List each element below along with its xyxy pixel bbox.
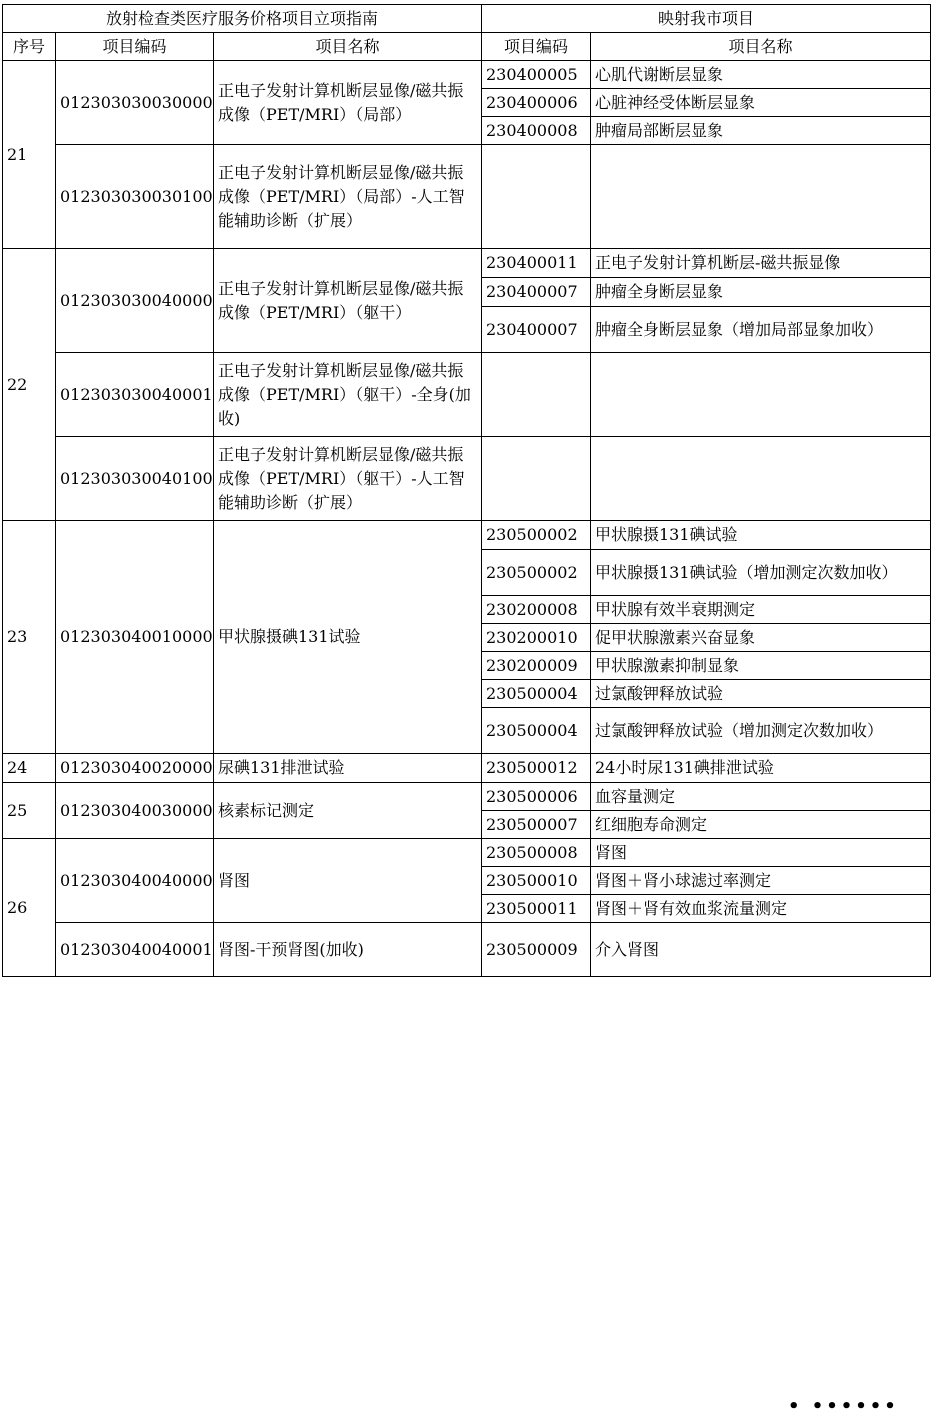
table-row — [3, 839, 931, 867]
table-row — [3, 145, 931, 249]
project-name-cell: 正电子发射计算机断层显像/磁共振成像（PET/MRI）（躯干） — [214, 249, 482, 353]
mapped-code-cell: 230500002 — [482, 550, 591, 596]
mapped-name-cell: 甲状腺摄131碘试验（增加测定次数加收） — [591, 550, 931, 596]
mapped-name-cell: 介入肾图 — [591, 923, 931, 977]
project-name-cell: 甲状腺摄碘131试验 — [214, 521, 482, 754]
mapped-name-cell: 肾图＋肾有效血浆流量测定 — [591, 895, 931, 923]
mapped-name-cell: 甲状腺有效半衰期测定 — [591, 596, 931, 624]
seq-cell: 24 — [3, 754, 56, 783]
column-header-name: 项目名称 — [214, 33, 482, 61]
project-name-cell: 正电子发射计算机断层显像/磁共振成像（PET/MRI）（局部）-人工智能辅助诊断（扩展） — [214, 145, 482, 249]
mapped-name-cell: 正电子发射计算机断层-磁共振显像 — [591, 249, 931, 278]
mapped-code-cell: 230400007 — [482, 278, 591, 307]
mapped-name-cell: 过氯酸钾释放试验 — [591, 680, 931, 708]
mapped-code-cell: 230500002 — [482, 521, 591, 550]
mapped-code-cell: 230400011 — [482, 249, 591, 278]
table-row — [3, 61, 931, 89]
project-code-cell: 012303040040000 — [56, 839, 214, 923]
mapped-code-cell — [482, 437, 591, 521]
mapped-code-cell: 230500009 — [482, 923, 591, 977]
table-row — [3, 353, 931, 437]
column-header-mapped-name: 项目名称 — [591, 33, 931, 61]
mapped-code-cell: 230400008 — [482, 117, 591, 145]
project-code-cell: 012303040020000 — [56, 754, 214, 783]
table-row — [3, 754, 931, 783]
mapped-name-cell: 甲状腺激素抑制显象 — [591, 652, 931, 680]
mapped-name-cell: 过氯酸钾释放试验（增加测定次数加收） — [591, 708, 931, 754]
project-code-cell: 012303030030000 — [56, 61, 214, 145]
mapped-code-cell: 230500010 — [482, 867, 591, 895]
mapped-name-cell: 肿瘤全身断层显象 — [591, 278, 931, 307]
mapped-name-cell: 肿瘤全身断层显象（增加局部显象加收） — [591, 307, 931, 353]
mapped-code-cell: 230500012 — [482, 754, 591, 783]
seq-cell: 21 — [3, 61, 56, 249]
mapped-code-cell: 230200010 — [482, 624, 591, 652]
seq-cell: 26 — [3, 839, 56, 977]
mapped-code-cell: 230500008 — [482, 839, 591, 867]
table-body — [3, 61, 931, 977]
header-city-group: 映射我市项目 — [482, 5, 931, 33]
mapped-name-cell: 肾图 — [591, 839, 931, 867]
mapped-name-cell: 甲状腺摄131碘试验 — [591, 521, 931, 550]
mapped-code-cell: 230400005 — [482, 61, 591, 89]
mapped-code-cell: 230500006 — [482, 783, 591, 811]
mapped-code-cell: 230200009 — [482, 652, 591, 680]
project-name-cell: 肾图-干预肾图(加收) — [214, 923, 482, 977]
mapped-name-cell: 心肌代谢断层显象 — [591, 61, 931, 89]
mapped-name-cell: 24小时尿131碘排泄试验 — [591, 754, 931, 783]
table-row — [3, 249, 931, 278]
header-guide-group: 放射检查类医疗服务价格项目立项指南 — [3, 5, 482, 33]
project-name-cell: 肾图 — [214, 839, 482, 923]
mapped-name-cell — [591, 437, 931, 521]
mapped-name-cell: 心脏神经受体断层显象 — [591, 89, 931, 117]
table-row — [3, 783, 931, 811]
mapped-name-cell: 促甲状腺激素兴奋显象 — [591, 624, 931, 652]
project-code-cell: 012303040040001 — [56, 923, 214, 977]
mapped-code-cell — [482, 145, 591, 249]
column-header-mapped-code: 项目编码 — [482, 33, 591, 61]
mapped-name-cell — [591, 353, 931, 437]
mapped-name-cell: 血容量测定 — [591, 783, 931, 811]
mapped-name-cell: 肿瘤局部断层显象 — [591, 117, 931, 145]
project-code-cell: 012303030040000 — [56, 249, 214, 353]
mapped-code-cell: 230200008 — [482, 596, 591, 624]
table-row — [3, 521, 931, 550]
mapped-code-cell: 230500011 — [482, 895, 591, 923]
project-code-cell: 012303030040001 — [56, 353, 214, 437]
project-code-cell: 012303040010000 — [56, 521, 214, 754]
mapped-code-cell: 230500004 — [482, 708, 591, 754]
mapped-code-cell — [482, 353, 591, 437]
project-name-cell: 正电子发射计算机断层显像/磁共振成像（PET/MRI）（躯干）-人工智能辅助诊断（扩展） — [214, 437, 482, 521]
page-continuation-dots: • •••••• — [788, 1396, 899, 1417]
project-code-cell: 012303030040100 — [56, 437, 214, 521]
column-header-code: 项目编码 — [56, 33, 214, 61]
table-row — [3, 437, 931, 521]
mapped-code-cell: 230400007 — [482, 307, 591, 353]
project-name-cell: 正电子发射计算机断层显像/磁共振成像（PET/MRI）（局部） — [214, 61, 482, 145]
mapped-code-cell: 230400006 — [482, 89, 591, 117]
seq-cell: 23 — [3, 521, 56, 754]
mapped-name-cell: 红细胞寿命测定 — [591, 811, 931, 839]
seq-cell: 22 — [3, 249, 56, 521]
mapped-code-cell: 230500004 — [482, 680, 591, 708]
project-code-cell: 012303030030100 — [56, 145, 214, 249]
mapped-name-cell — [591, 145, 931, 249]
project-name-cell: 正电子发射计算机断层显像/磁共振成像（PET/MRI）（躯干）-全身(加收) — [214, 353, 482, 437]
column-header-seq: 序号 — [3, 33, 56, 61]
seq-cell: 25 — [3, 783, 56, 839]
mapped-name-cell: 肾图＋肾小球滤过率测定 — [591, 867, 931, 895]
project-name-cell: 尿碘131排泄试验 — [214, 754, 482, 783]
mapped-code-cell: 230500007 — [482, 811, 591, 839]
pricing-mapping-table — [2, 4, 931, 977]
project-name-cell: 核素标记测定 — [214, 783, 482, 839]
project-code-cell: 012303040030000 — [56, 783, 214, 839]
table-row — [3, 923, 931, 977]
